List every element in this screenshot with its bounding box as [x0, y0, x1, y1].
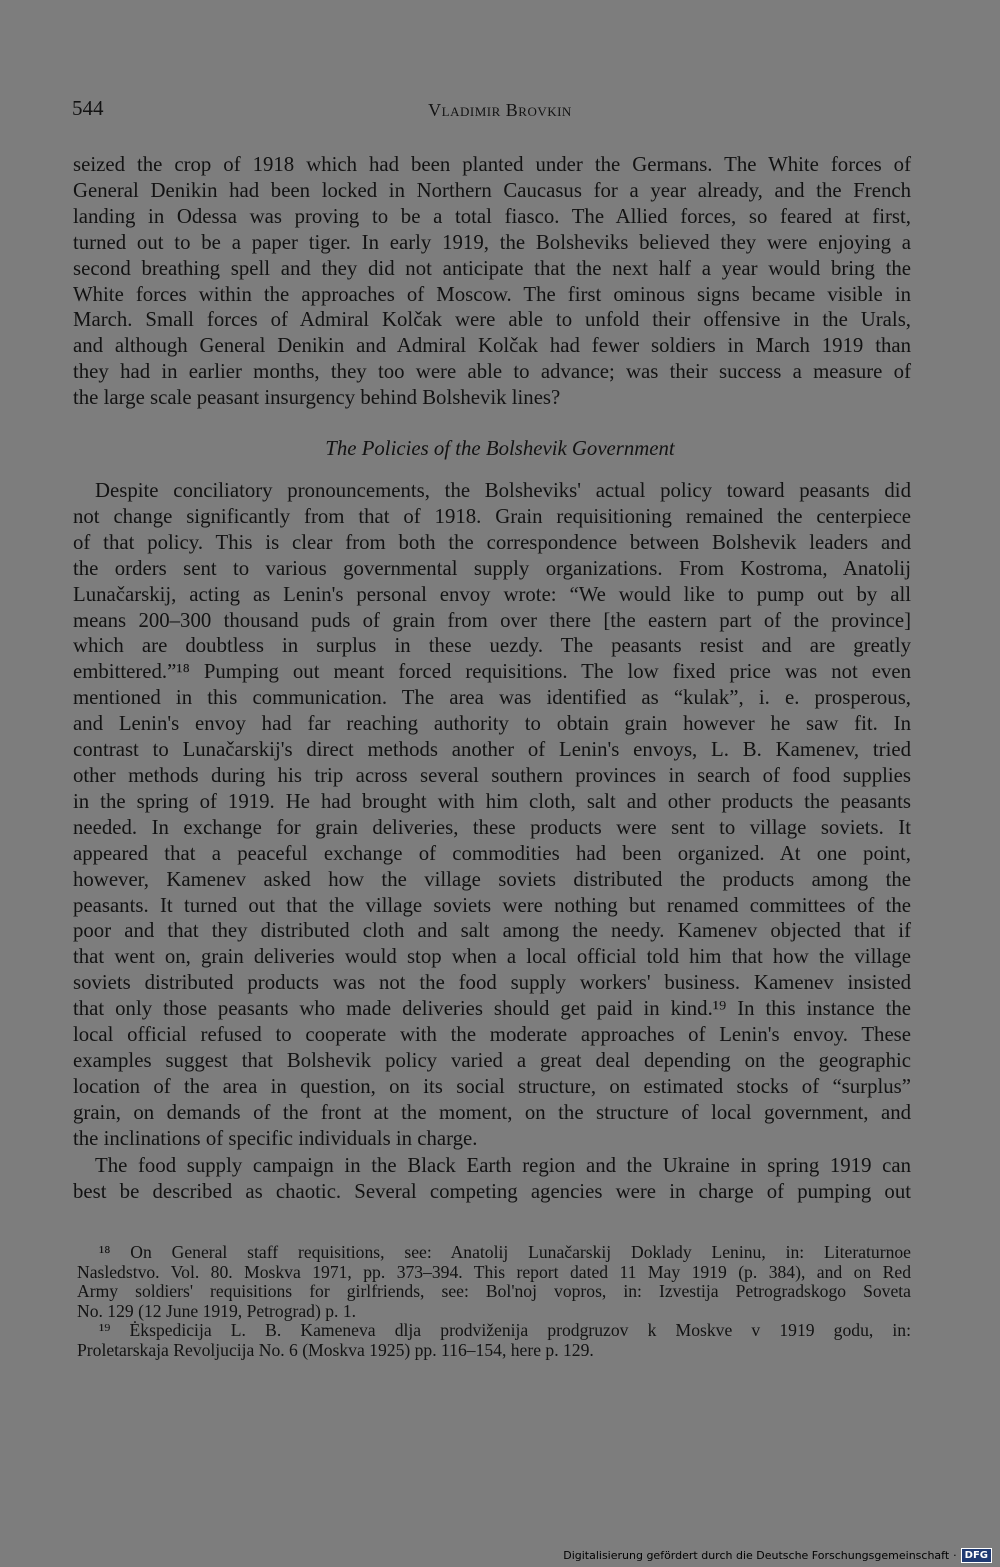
footnote-line: Proletarskaja Revoljucija No. 6 (Moskva 1925) pp. 116–154, here p. 129.: [77, 1339, 594, 1360]
paragraph-3: [73, 1153, 911, 1205]
footnote-line: ¹⁹ Ėkspedicija L. B. Kameneva dlja prodviženija prodgruzov k Moskve v 1919 godu, in:: [99, 1320, 911, 1341]
text-line: turned out to be a paper tiger. In early 1919, the Bolsheviks believed they were enjoying a: [73, 230, 911, 254]
text-line: poor and that they distributed cloth and salt among the needy. Kamenev objected that if: [73, 919, 911, 943]
text-line: that went on, grain deliveries would stop when a local official told him that how the village: [73, 945, 911, 969]
text-line: General Denikin had been locked in Northern Caucasus for a year already, and the French: [73, 178, 911, 202]
text-line: peasants. It turned out that the village soviets were nothing but renamed committees of the: [73, 893, 911, 917]
paragraph-1: [73, 152, 911, 411]
footnote-line: No. 129 (12 June 1919, Petrograd) p. 1.: [77, 1300, 357, 1321]
text-line: best be described as chaotic. Several competing agencies were in charge of pumping out: [73, 1179, 911, 1203]
text-line: March. Small forces of Admiral Kolčak were able to unfold their offensive in the Urals,: [73, 308, 911, 332]
text-line: mentioned in this communication. The area was identified as “kulak”, i. e. prosperous,: [73, 686, 911, 710]
running-title: Vladimir Brovkin: [428, 100, 572, 120]
text-line: in the spring of 1919. He had brought with him cloth, salt and other products the peasants: [73, 789, 911, 813]
text-line: appeared that a peaceful exchange of commodities had been organized. At one point,: [73, 841, 911, 865]
text-line: grain, on demands of the front at the moment, on the structure of local government, and: [73, 1100, 911, 1124]
text-line: not change significantly from that of 1918. Grain requisitioning remained the centerpiece: [73, 504, 911, 528]
text-line: the orders sent to various governmental supply organizations. From Kostroma, Anatolij: [73, 556, 911, 580]
section-heading: The Policies of the Bolshevik Government: [325, 437, 675, 460]
text-line: needed. In exchange for grain deliveries, these products were sent to village soviets. It: [73, 815, 911, 839]
text-line: Despite conciliatory pronouncements, the Bolsheviks' actual policy toward peasants did: [95, 479, 911, 502]
text-line: and Lenin's envoy had far reaching authority to obtain grain however he saw fit. In: [73, 712, 911, 736]
text-line: of that policy. This is clear from both the correspondence between Bolshevik leaders and: [73, 530, 911, 554]
text-line: The food supply campaign in the Black Earth region and the Ukraine in spring 1919 can: [95, 1154, 911, 1177]
page-number: 544: [72, 96, 104, 120]
text-line: the large scale peasant insurgency behind Bolshevik lines?: [73, 386, 561, 410]
text-line: they had in earlier months, they too were able to advance; was their success a measure of: [73, 360, 911, 384]
dfg-logo-icon: DFG: [961, 1548, 992, 1563]
text-line: embittered.”¹⁸ Pumping out meant forced requisitions. The low fixed price was not even: [73, 660, 911, 684]
funding-note: Digitalisierung gefördert durch die Deutsche Forschungsgemeinschaft: [563, 1549, 950, 1562]
footnote-line: Army soldiers' requisitions for girlfriends, see: Bol'noj vopros, in: Izvestija Petrogradskogo Soveta: [77, 1281, 911, 1302]
text-line: means 200–300 thousand puds of grain from over there [the eastern part of the province]: [73, 608, 911, 632]
text-line: White forces within the approaches of Moscow. The first ominous signs became visible in: [73, 282, 911, 306]
text-line: second breathing spell and they did not anticipate that the next half a year would bring the: [73, 256, 911, 280]
text-line: seized the crop of 1918 which had been planted under the Germans. The White forces of: [73, 153, 911, 176]
text-line: examples suggest that Bolshevik policy varied a great deal depending on the geographic: [73, 1048, 911, 1072]
footnote-line: Nasledstvo. Vol. 80. Moskva 1971, pp. 373–394. This report dated 11 May 1919 (p. 384), and on Red: [77, 1261, 911, 1282]
footnote-line: ¹⁸ On General staff requisitions, see: Anatolij Lunačarskij Doklady Leninu, in: Literaturnoe: [99, 1242, 911, 1262]
text-line: Lunačarskij, acting as Lenin's personal envoy wrote: “We would like to pump out by all: [73, 582, 911, 606]
text-line: the inclinations of specific individuals in charge.: [73, 1126, 478, 1150]
text-line: and although General Denikin and Admiral Kolčak had fewer soldiers in March 1919 than: [73, 334, 911, 358]
text-line: contrast to Lunačarskij's direct methods another of Lenin's envoys, L. B. Kamenev, tried: [73, 738, 911, 762]
text-line: however, Kamenev asked how the village soviets distributed the products among the: [73, 867, 911, 891]
text-line: which are doubtless in surplus in these uezdy. The peasants resist and are greatly: [73, 634, 911, 658]
text-line: that only those peasants who made deliveries should get paid in kind.¹⁹ In this instance the: [73, 997, 911, 1021]
text-line: location of the area in question, on its social structure, on estimated stocks of “surplus”: [73, 1074, 911, 1098]
text-line: local official refused to cooperate with the moderate approaches of Lenin's envoy. These: [73, 1023, 911, 1047]
footnotes: [77, 1243, 911, 1361]
paragraph-2: [73, 478, 911, 1152]
text-line: soviets distributed products was not the food supply workers' business. Kamenev insisted: [73, 971, 911, 995]
text-line: other methods during his trip across several southern provinces in search of food supplies: [73, 763, 911, 787]
footer-bar: Digitalisierung gefördert durch die Deutsche Forschungsgemeinschaft · DFG: [563, 1548, 992, 1563]
text-line: landing in Odessa was proving to be a total fiasco. The Allied forces, so feared at first,: [73, 204, 911, 228]
